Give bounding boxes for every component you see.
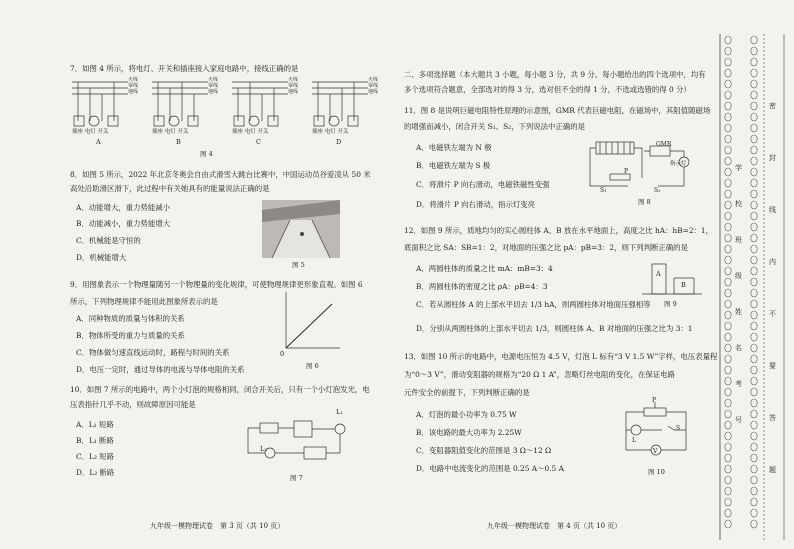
sidebar-char: 名 — [735, 344, 742, 352]
binding-loop — [751, 278, 757, 286]
binding-loop — [751, 234, 757, 242]
q12-stem-line1: 12．如图 9 所示，质地均匀的实心圆柱体 A、B 放在水平地面上，高度之比 hA：hB=2：1， — [404, 226, 714, 235]
q13-circuit-diagram — [624, 402, 694, 462]
q10-caption: 图 7 — [290, 474, 303, 482]
binding-loop — [725, 333, 731, 341]
binding-loop — [725, 102, 731, 110]
binding-loop — [725, 454, 731, 462]
q11-label-s1: S₁ — [600, 187, 607, 194]
q8-stem-line1: 8．如图 5 所示，2022 年北京冬奥会自由式滑雪大跳台比赛中，中国运动员谷爱凌从 50 米 — [70, 170, 371, 179]
sidebar-char: 考 — [735, 380, 742, 388]
q7-line-labels-c: 火线 零线 地线 — [288, 77, 299, 95]
q7-sub-labels-d: 插座 电灯 开关 — [312, 129, 349, 135]
q10-option-c: C．L₂ 短路 — [76, 452, 115, 461]
q12-option-c: C．若从圆柱体 A 的上部水平切去 1/3 hA，则两圆柱体对地面压强相等 — [416, 300, 651, 309]
q12-cylinders-diagram — [642, 262, 702, 298]
q7-sub-labels-b: 插座 电灯 开关 — [152, 129, 189, 135]
binding-loop — [751, 443, 757, 451]
q13-option-c: C．变阻器阻值变化的范围是 3 Ω～12 Ω — [416, 446, 552, 455]
binding-loop — [725, 245, 731, 253]
binding-loop — [725, 267, 731, 275]
binding-loop — [751, 289, 757, 297]
binding-loop — [751, 487, 757, 495]
binding-loop — [725, 421, 731, 429]
q13-stem-line1: 13．如图 10 所示的电路中，电源电压恒为 4.5 V，灯泡 L 标有“3 V 1.5 W”字样，电压表量程 — [404, 352, 718, 361]
q12-option-a: A．两圆柱体的质量之比 mA：mB=3：4 — [416, 264, 553, 273]
q10-stem-line1: 10．如图 7 所示的电路中，两个小灯泡的规格相同，闭合开关后，只有一个小灯泡发光，电 — [70, 385, 370, 394]
binding-loop — [725, 322, 731, 330]
q13-option-b: B．该电路的最大功率为 2.25W — [416, 428, 522, 437]
binding-loop — [751, 69, 757, 77]
q9-caption: 图 6 — [306, 362, 319, 370]
sidebar-char: 学 — [735, 164, 742, 172]
binding-loop — [751, 476, 757, 484]
binding-loop — [725, 256, 731, 264]
binding-loop — [751, 322, 757, 330]
binding-loop — [725, 300, 731, 308]
binding-loop — [751, 124, 757, 132]
q9-option-c: C．物体做匀速直线运动时，路程与时间的关系 — [76, 348, 230, 357]
binding-loop — [751, 421, 757, 429]
q13-label-v: V — [653, 448, 658, 455]
q11-option-c: C．将滑片 P 向右滑动，电磁铁磁性变强 — [416, 180, 550, 189]
binding-loop — [725, 190, 731, 198]
binding-loop — [751, 36, 757, 44]
sidebar-char: 内 — [769, 258, 776, 266]
binding-loop — [751, 91, 757, 99]
q8-option-c: C．机械能是守恒的 — [76, 236, 141, 245]
sidebar-char: 题 — [769, 466, 776, 474]
binding-loop — [725, 91, 731, 99]
sidebar-char: 号 — [735, 416, 742, 424]
q9-option-d: D．电压一定时，通过导体的电流与导体电阻的关系 — [76, 365, 245, 374]
q7-diagram-b — [152, 82, 208, 126]
binding-margin-marks — [714, 0, 794, 549]
binding-loop — [725, 366, 731, 374]
sidebar-char: 校 — [735, 200, 742, 208]
binding-loop — [725, 498, 731, 506]
q8-caption: 图 5 — [292, 261, 305, 269]
binding-loop — [725, 80, 731, 88]
binding-loop — [751, 454, 757, 462]
right-page — [392, 0, 718, 549]
binding-loop — [751, 355, 757, 363]
q8-stem-line2: 高处沿助滑区滑下，此过程中有关她具有的能量说法正确的是 — [70, 184, 270, 193]
q7-diagram-d — [312, 82, 368, 126]
q10-option-a: A．L₁ 短路 — [76, 420, 114, 429]
binding-loop — [751, 212, 757, 220]
sidebar-seal-column — [769, 80, 776, 496]
binding-loop — [725, 520, 731, 528]
q11-stem-line1: 11．图 8 是说明巨磁电阻特性原理的示意图，GMR 代表巨磁电阻，在磁场中，其阻值随磁场 — [404, 106, 711, 115]
ski-jump-photo — [262, 200, 340, 258]
q13-stem-line2: 为“0～3 V”，滑动变阻器的规格为“20 Ω 1 A”，忽略灯丝电阻的变化，在保证电路 — [404, 370, 675, 379]
q12-caption: 图 9 — [664, 300, 677, 308]
binding-loop — [725, 311, 731, 319]
q7-sub-labels-c: 插座 电灯 开关 — [232, 129, 269, 135]
q13-caption: 图 10 — [648, 468, 665, 476]
right-page-footer: 九年级一模物理试卷 第 4 页（共 10 页） — [487, 522, 622, 530]
q13-label-l: L — [632, 437, 636, 444]
binding-loop — [725, 135, 731, 143]
binding-loop — [751, 135, 757, 143]
q7-diagram-c — [232, 82, 288, 126]
binding-loop — [725, 377, 731, 385]
q11-label-gmr: GMR — [656, 141, 672, 148]
q8-option-a: A．动能增大，重力势能减小 — [76, 203, 171, 212]
binding-loop — [751, 267, 757, 275]
q7-option-d: D — [336, 138, 342, 146]
binding-loop — [725, 113, 731, 121]
binding-loop — [725, 432, 731, 440]
q13-option-d: D．电路中电流变化的范围是 0.25 A～0.5 A — [416, 464, 564, 473]
binding-loop — [751, 190, 757, 198]
q11-label-p: P — [624, 168, 629, 175]
sidebar-char: 级 — [735, 272, 742, 280]
binding-loop — [725, 69, 731, 77]
q13-stem-line3: 元件安全的前提下，下列判断正确的是 — [404, 388, 530, 397]
q10-option-b: B．L₁ 断路 — [76, 436, 114, 445]
sidebar-char: 线 — [769, 206, 776, 214]
q7-option-a: A — [96, 138, 101, 146]
sidebar-char: 封 — [769, 154, 776, 162]
binding-loop — [725, 476, 731, 484]
q7-caption: 图 4 — [200, 150, 213, 158]
q10-circuit-diagram — [240, 415, 360, 465]
binding-loop — [751, 245, 757, 253]
q11-label-s2: S₂ — [654, 187, 661, 194]
q13-option-a: A．灯泡的最小功率为 0.75 W — [416, 410, 517, 419]
binding-loop — [751, 179, 757, 187]
section-header-line2: 多个选项符合题意，全部选对的得 3 分，选对但不全的得 1 分，不选或选错的得 0 分） — [404, 85, 691, 94]
left-page-footer: 九年级一模物理试卷 第 3 页（共 10 页） — [150, 522, 285, 530]
binding-loop — [751, 300, 757, 308]
binding-sidebar — [714, 0, 794, 549]
q12-label-a: A — [656, 270, 661, 278]
sidebar-char: 答 — [769, 414, 776, 422]
binding-loop — [725, 344, 731, 352]
binding-loop — [751, 47, 757, 55]
binding-loop — [725, 399, 731, 407]
q13-label-p: P — [652, 397, 657, 404]
q10-label-l1: L₁ — [336, 408, 343, 416]
binding-loop — [751, 311, 757, 319]
q11-caption: 图 8 — [638, 198, 651, 206]
q10-stem-line2: 压表指针几乎不动，则故障原因可能是 — [70, 400, 196, 409]
binding-loop — [725, 465, 731, 473]
q11-label-lamp: 指示灯 — [670, 161, 687, 167]
binding-loop — [751, 80, 757, 88]
q12-option-b: B．两圆柱体的密度之比 ρA：ρB=4：3 — [416, 282, 548, 291]
binding-loop — [751, 509, 757, 517]
binding-loop — [751, 366, 757, 374]
binding-loop — [751, 333, 757, 341]
q9-line-graph — [280, 292, 340, 352]
sidebar-char: 姓 — [735, 308, 742, 316]
q9-option-b: B．物体所受的重力与质量的关系 — [76, 331, 185, 340]
binding-loop — [751, 223, 757, 231]
left-page — [0, 0, 392, 549]
binding-loop — [725, 201, 731, 209]
binding-loop — [751, 168, 757, 176]
binding-loop — [751, 399, 757, 407]
q12-label-b: B — [681, 281, 686, 289]
q11-option-a: A．电磁铁左端为 N 极 — [416, 143, 492, 152]
binding-loop — [725, 157, 731, 165]
q8-option-d: D．机械能增大 — [76, 253, 127, 262]
binding-loop — [751, 146, 757, 154]
q8-option-b: B．动能减小，重力势能增大 — [76, 219, 171, 228]
binding-loop — [725, 234, 731, 242]
binding-loop — [725, 278, 731, 286]
binding-loop — [725, 179, 731, 187]
binding-loop — [751, 256, 757, 264]
q7-option-b: B — [176, 138, 181, 146]
binding-loop — [751, 58, 757, 66]
binding-loop — [751, 465, 757, 473]
section-header-line1: 二、多项选择题（本大题共 3 小题，每小题 3 分，共 9 分。每小题给出的四个选项中，均有 — [404, 70, 706, 79]
q7-diagram-a — [72, 82, 128, 126]
q7-line-labels-b: 火线 零线 地线 — [208, 77, 219, 95]
sidebar-char: 要 — [769, 362, 776, 370]
binding-loop — [725, 223, 731, 231]
q10-label-l2: L₂ — [260, 445, 267, 453]
q11-option-b: B．电磁铁左端为 S 极 — [416, 161, 491, 170]
binding-loop — [725, 388, 731, 396]
q9-stem-line2: 所示，下列物理规律不能用此图象所表示的是 — [70, 297, 218, 306]
binding-loop — [725, 410, 731, 418]
q11-option-d: D．将滑片 P 向右滑动，指示灯变亮 — [416, 200, 536, 209]
binding-loop — [751, 102, 757, 110]
binding-loop — [751, 113, 757, 121]
binding-loop — [725, 146, 731, 154]
sidebar-info-column — [735, 150, 742, 438]
q12-option-d: D．分别从两圆柱体的上部水平切去 1/3，则圆柱体 A、B 对地面的压强之比为 3：1 — [416, 324, 693, 333]
binding-loop — [751, 201, 757, 209]
binding-loop — [751, 520, 757, 528]
binding-loop — [725, 47, 731, 55]
binding-loop — [725, 443, 731, 451]
sidebar-char: 密 — [769, 102, 776, 110]
q7-line-labels-d: 火线 零线 地线 — [368, 77, 379, 95]
binding-loop — [725, 355, 731, 363]
binding-loop — [725, 36, 731, 44]
binding-loop — [751, 377, 757, 385]
binding-loop — [751, 157, 757, 165]
q13-label-s: S — [676, 425, 681, 432]
binding-loop — [725, 58, 731, 66]
q9-stem-line1: 9．用图象表示一个物理量随另一个物理量的变化规律，可使物理规律更形象直观。如图 6 — [70, 280, 363, 289]
q11-stem-line2: 的增强而减小，闭合开关 S₁、S₂，下列说法中正确的是 — [404, 122, 585, 131]
binding-loop — [751, 344, 757, 352]
binding-loop — [751, 388, 757, 396]
binding-loop — [725, 168, 731, 176]
q7-sub-labels-a: 插座 电灯 开关 — [72, 129, 109, 135]
q7-option-c: C — [256, 138, 261, 146]
q9-axis-origin: 0 — [280, 350, 285, 358]
q10-option-d: D．L₂ 断路 — [76, 468, 115, 477]
q9-option-a: A．同种物质的质量与体积的关系 — [76, 314, 185, 323]
binding-loop — [725, 509, 731, 517]
binding-loop — [725, 212, 731, 220]
sidebar-char: 不 — [769, 310, 776, 318]
binding-loop — [725, 289, 731, 297]
binding-loop — [725, 124, 731, 132]
binding-loop — [725, 487, 731, 495]
binding-loop — [751, 498, 757, 506]
q7-line-labels-a: 火线 零线 地线 — [128, 77, 139, 95]
sidebar-char: 班 — [735, 236, 742, 244]
binding-loop — [751, 432, 757, 440]
q7-stem: 7．如图 4 所示，将电灯、开关和插座接入家庭电路中，接线正确的是 — [70, 64, 299, 73]
q12-stem-line2: 底面积之比 SA：SB=1：2，对地面的压强之比 pA：pB=3：2，则下列判断正确的是 — [404, 243, 688, 252]
binding-loop — [751, 410, 757, 418]
